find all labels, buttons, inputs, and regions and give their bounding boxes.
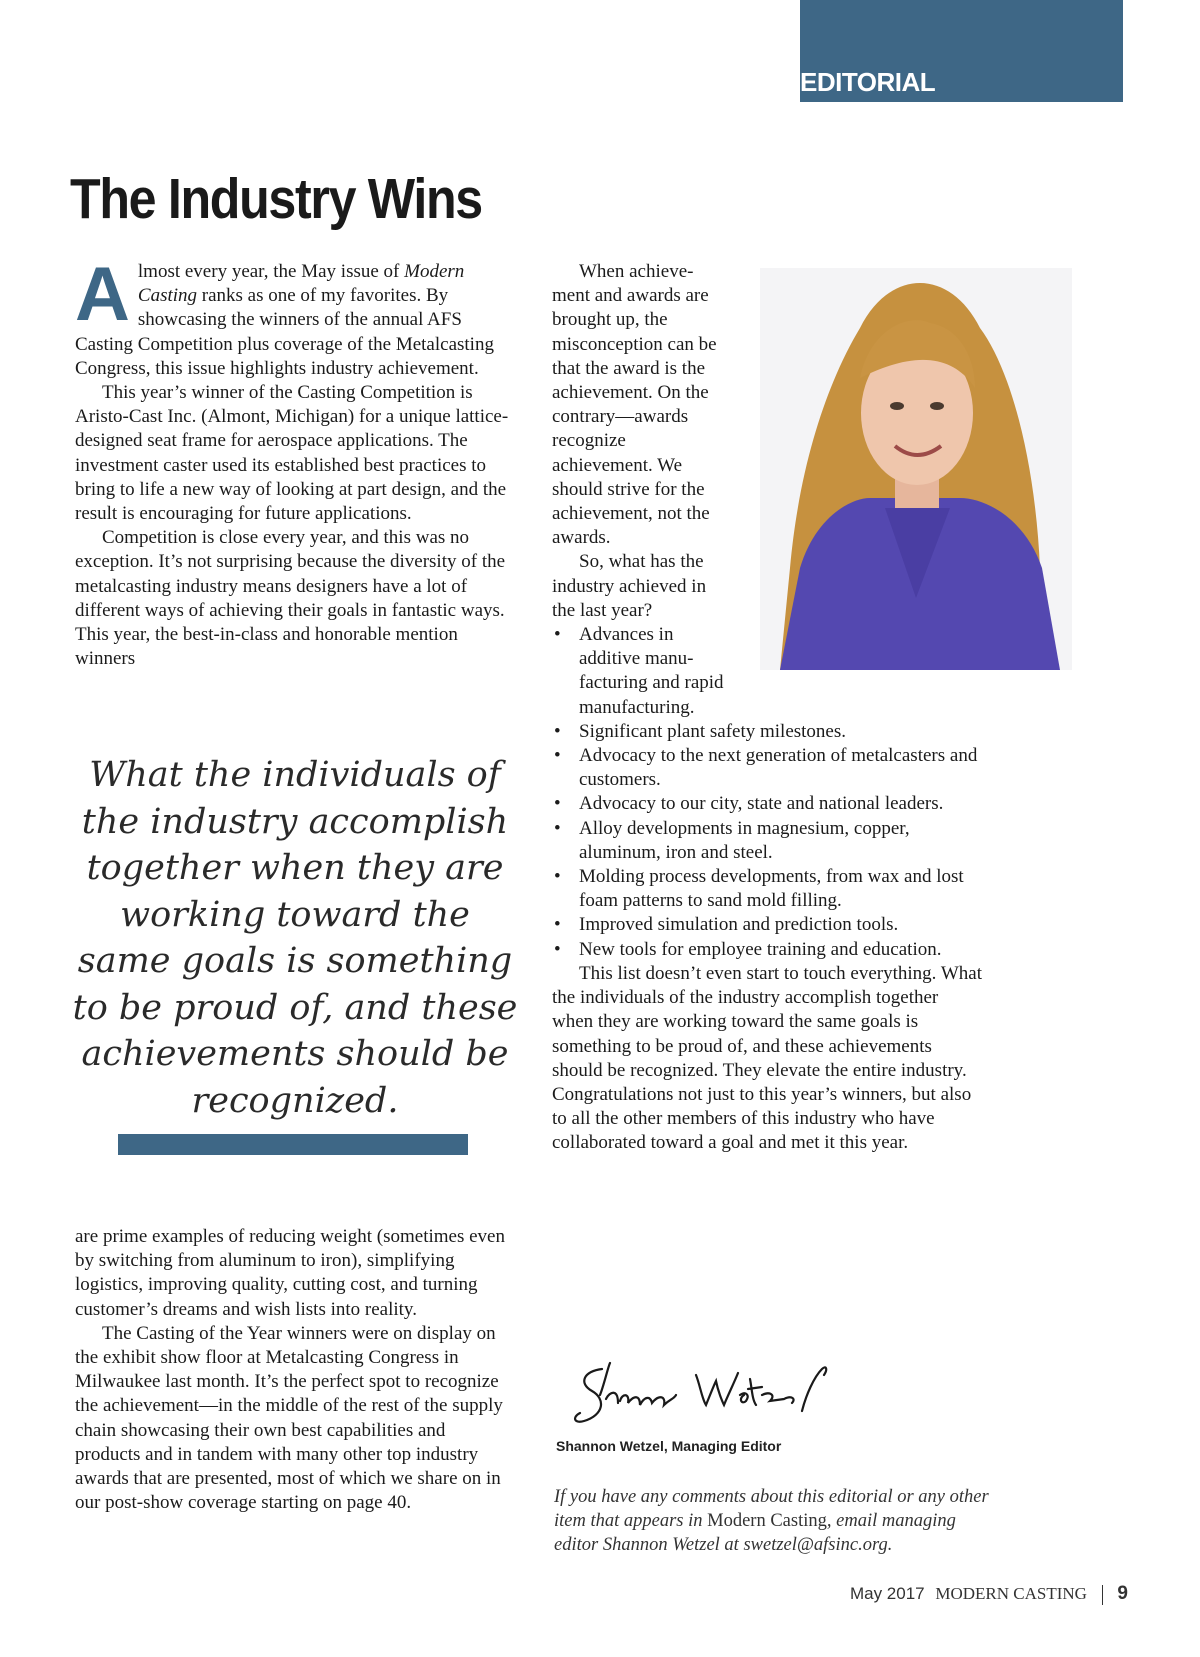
footer-magazine-name: MODERN CASTING: [935, 1584, 1087, 1603]
achievements-list: [552, 623, 982, 962]
magazine-name: Modern Casting: [707, 1511, 827, 1531]
paragraph-3b: are prime examples of reducing weight (sometimes even by switching from aluminum to iron), simplifying logistics, improving quality, cutting cost, and turning customer’s dreams and wish lists into reality.: [75, 1226, 505, 1320]
footer-divider: [1102, 1585, 1103, 1605]
list-item: • Advocacy to our city, state and national leaders.: [552, 792, 982, 816]
list-item: • New tools for employee training and education.: [552, 938, 982, 962]
list-item: • Significant plant safety milestones.: [552, 720, 982, 744]
wrap-around-photo: [552, 260, 724, 623]
list-item: • Improved simulation and prediction tools.: [552, 913, 982, 937]
paragraph-3a: Competition is close every year, and this was no exception. It’s not surprising because the diversity of the metalcasting industry means designers have a lot of different ways of achieving their goals in fantastic ways. This year, the best-in-class and honorable mention winners: [75, 527, 506, 670]
pull-quote: What the individuals of the industry accomplish together when they are working toward the same goals is something to be proud of, and these achievements should be recognized.: [72, 755, 518, 1121]
page-number: 9: [1117, 1583, 1128, 1604]
page-footer: [850, 1583, 1128, 1605]
section-label: EDITORIAL: [800, 67, 936, 97]
drop-cap: A: [75, 252, 130, 337]
column-left-top: [75, 252, 515, 671]
paragraph-6: So, what has the industry achieved in the last year?: [552, 551, 707, 621]
column-left-bottom: [75, 1225, 515, 1515]
column-right: [552, 260, 982, 1156]
list-item: • Molding process developments, from wax and lost foam patterns to sand mold filling.: [552, 865, 982, 913]
paragraph-2: This year’s winner of the Casting Competition is Aristo-Cast Inc. (Almont, Michigan) for a unique lattice-designed seat frame for aerospace applications. The investment caster used its established best practices to bring to life a new way of looking at part design, and the result is encouraging for future applications.: [75, 382, 509, 525]
section-banner: [800, 0, 1123, 102]
magazine-name: Modern Casting: [137, 261, 465, 307]
list-item: • Advances in additive manufacturing and rapid manufacturing.: [552, 623, 982, 720]
article-title: The Industry Wins: [70, 167, 482, 231]
paragraph-5: When achievement and awards are brought up, the misconception can be that the award is the achievement. On the contrary—awards recognize achievement. We should strive for the achievement, not the awards.: [552, 261, 717, 549]
list-item: • Alloy developments in magnesium, copper, aluminum, iron and steel.: [552, 817, 982, 865]
list-item: • Advocacy to the next generation of metalcasters and customers.: [552, 744, 982, 792]
paragraph-1: Almost every year, the May issue of Modern Casting ranks as one of my favorites. By showcasing the winners of the annual AFS Casting Competition plus coverage of the Metalcasting Congress, this issue highlights industry achievement.: [75, 252, 494, 379]
editor-signature: [570, 1355, 840, 1435]
issue-date: May 2017: [849, 1584, 925, 1603]
pull-quote-rule: [118, 1134, 468, 1155]
paragraph-7: This list doesn’t even start to touch everything. What the individuals of the industry accomplish together when they are working toward the same goals is something to be proud of, and these achievements should be recognized. They elevate the entire industry. Congratulations not just to this year’s winners, but also to all the other members of this industry who have collaborated toward a goal and met it this year.: [552, 962, 982, 1154]
comments-note: If you have any comments about this editorial or any other item that appears in Modern Casting, email managing editor Shannon Wetzel at swetzel@afsinc.org.: [554, 1487, 989, 1555]
paragraph-4: The Casting of the Year winners were on display on the exhibit show floor at Metalcasting Congress in Milwaukee last month. It’s the perfect spot to recognize the achievement—in the middle of the rest of the supply chain showcasing their own best capabilities and products and in tandem with many other top industry awards that are presented, most of which we share on in our post-show coverage starting on page 40.: [75, 1322, 503, 1514]
byline: Shannon Wetzel, Managing Editor: [556, 1438, 782, 1454]
